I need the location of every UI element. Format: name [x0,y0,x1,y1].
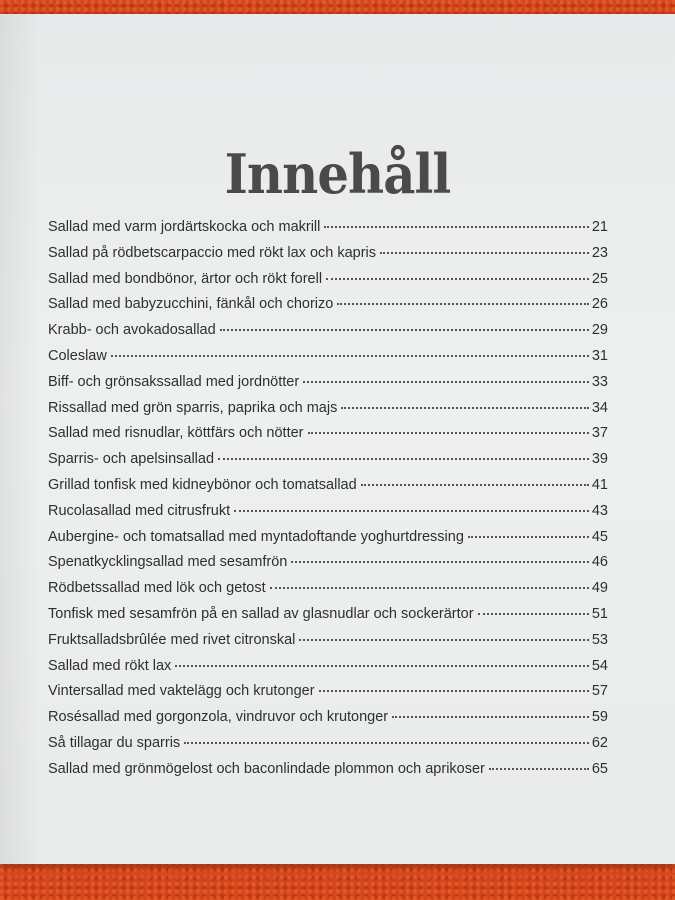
dot-leader [308,432,589,434]
toc-entry-label: Rissallad med grön sparris, paprika och majs [48,399,338,416]
toc-entry-page-number: 39 [591,451,608,468]
toc-entry-page-number: 53 [591,631,608,648]
toc-entry-label: Spenatkycklingsallad med sesamfrön [48,554,288,571]
toc-entry [48,348,608,374]
toc-entry-label: Så tillagar du sparris [48,734,181,751]
toc-entry-label: Grillad tonfisk med kidneybönor och tomatsallad [48,476,357,493]
dot-leader [361,484,589,486]
toc-entry-page-number: 65 [591,760,608,777]
toc-entry [48,296,608,322]
toc-entry-page-number: 46 [591,554,608,571]
toc-entry [48,400,608,426]
toc-entry-label: Rosésallad med gorgonzola, vindruvor och krutonger [48,709,389,726]
toc-entry [48,451,608,477]
toc-entry-page-number: 23 [591,244,608,261]
toc-entry [48,477,608,503]
toc-entry-label: Sallad med babyzucchini, fänkål och chorizo [48,296,334,313]
toc-entry [48,658,608,684]
toc-entry [48,683,608,709]
toc-entry-label: Sallad med varm jordärtskocka och makrill [48,219,321,235]
toc-entry-label: Sallad på rödbetscarpaccio med rökt lax och kapris [48,244,377,261]
toc-entry-page-number: 43 [591,502,608,519]
dot-leader [299,639,588,641]
dot-leader [468,536,589,538]
toc-entry-page-number: 41 [591,476,608,493]
dot-leader [291,561,588,563]
dot-leader [392,716,589,718]
toc-entry-page-number: 26 [591,296,608,313]
toc-entry-page-number: 45 [591,528,608,545]
toc-entry-label: Rucolasallad med citrusfrukt [48,502,231,519]
toc-entry-page-number: 51 [591,605,608,622]
toc-entry [48,374,608,400]
dot-leader [111,355,589,357]
dot-leader [184,742,589,744]
page-title: Innehåll [224,142,451,206]
toc-entry [48,425,608,451]
table-of-contents [48,219,608,787]
toc-entry-label: Coleslaw [48,347,107,364]
toc-entry-page-number: 33 [591,373,608,390]
toc-entry-page-number: 29 [591,322,608,339]
dot-leader [220,329,589,331]
toc-entry-label: Aubergine- och tomatsallad med myntadoftande yoghurtdressing [48,528,464,545]
toc-entry [48,709,608,735]
dot-leader [319,690,589,692]
dot-leader [218,458,589,460]
dot-leader [234,510,589,512]
toc-entry-label: Rödbetssallad med lök och getost [48,580,266,597]
dot-leader [326,278,589,280]
toc-entry [48,606,608,632]
toc-entry-page-number: 37 [591,425,608,442]
toc-entry [48,529,608,555]
toc-entry [48,735,608,761]
toc-entry-label: Sallad med rökt lax [48,657,172,674]
toc-entry [48,245,608,271]
book-page [0,14,675,864]
toc-entry-label: Krabb- och avokadosallad [48,322,216,339]
toc-entry-label: Sparris- och apelsinsallad [48,451,215,468]
toc-entry-page-number: 25 [591,270,608,287]
toc-entry-label: Tonfisk med sesamfrön på en sallad av glasnudlar och sockerärtor [48,605,474,622]
toc-entry-label: Sallad med grönmögelost och baconlindade plommon och aprikoser [48,760,485,777]
dot-leader [380,252,589,254]
toc-entry-label: Sallad med bondbönor, ärtor och rökt forell [48,270,323,287]
toc-entry [48,632,608,658]
toc-entry-page-number: 31 [591,347,608,364]
toc-entry-label: Fruktsalladsbrûlée med rivet citronskal [48,631,296,648]
toc-entry-page-number: 57 [591,683,608,700]
toc-entry [48,322,608,348]
toc-entry-page-number: 34 [591,399,608,416]
dot-leader [489,768,589,770]
toc-entry-label: Vintersallad med vaktelägg och krutonger [48,683,315,700]
toc-entry [48,554,608,580]
toc-entry-page-number: 59 [591,709,608,726]
toc-entry [48,219,608,245]
toc-entry [48,271,608,297]
toc-entry-page-number: 54 [591,657,608,674]
dot-leader [324,226,588,228]
toc-entry-label: Biff- och grönsakssallad med jordnötter [48,373,300,390]
dot-leader [341,407,589,409]
toc-entry-page-number: 49 [591,580,608,597]
toc-entry [48,503,608,529]
toc-entry [48,580,608,606]
toc-entry-label: Sallad med risnudlar, köttfärs och nötter [48,425,304,442]
dot-leader [175,665,589,667]
toc-entry [48,761,608,787]
dot-leader [303,381,589,383]
dot-leader [337,303,589,305]
toc-entry-page-number: 62 [591,734,608,751]
dot-leader [270,587,589,589]
toc-entry-page-number: 21 [591,219,608,235]
dot-leader [478,613,589,615]
